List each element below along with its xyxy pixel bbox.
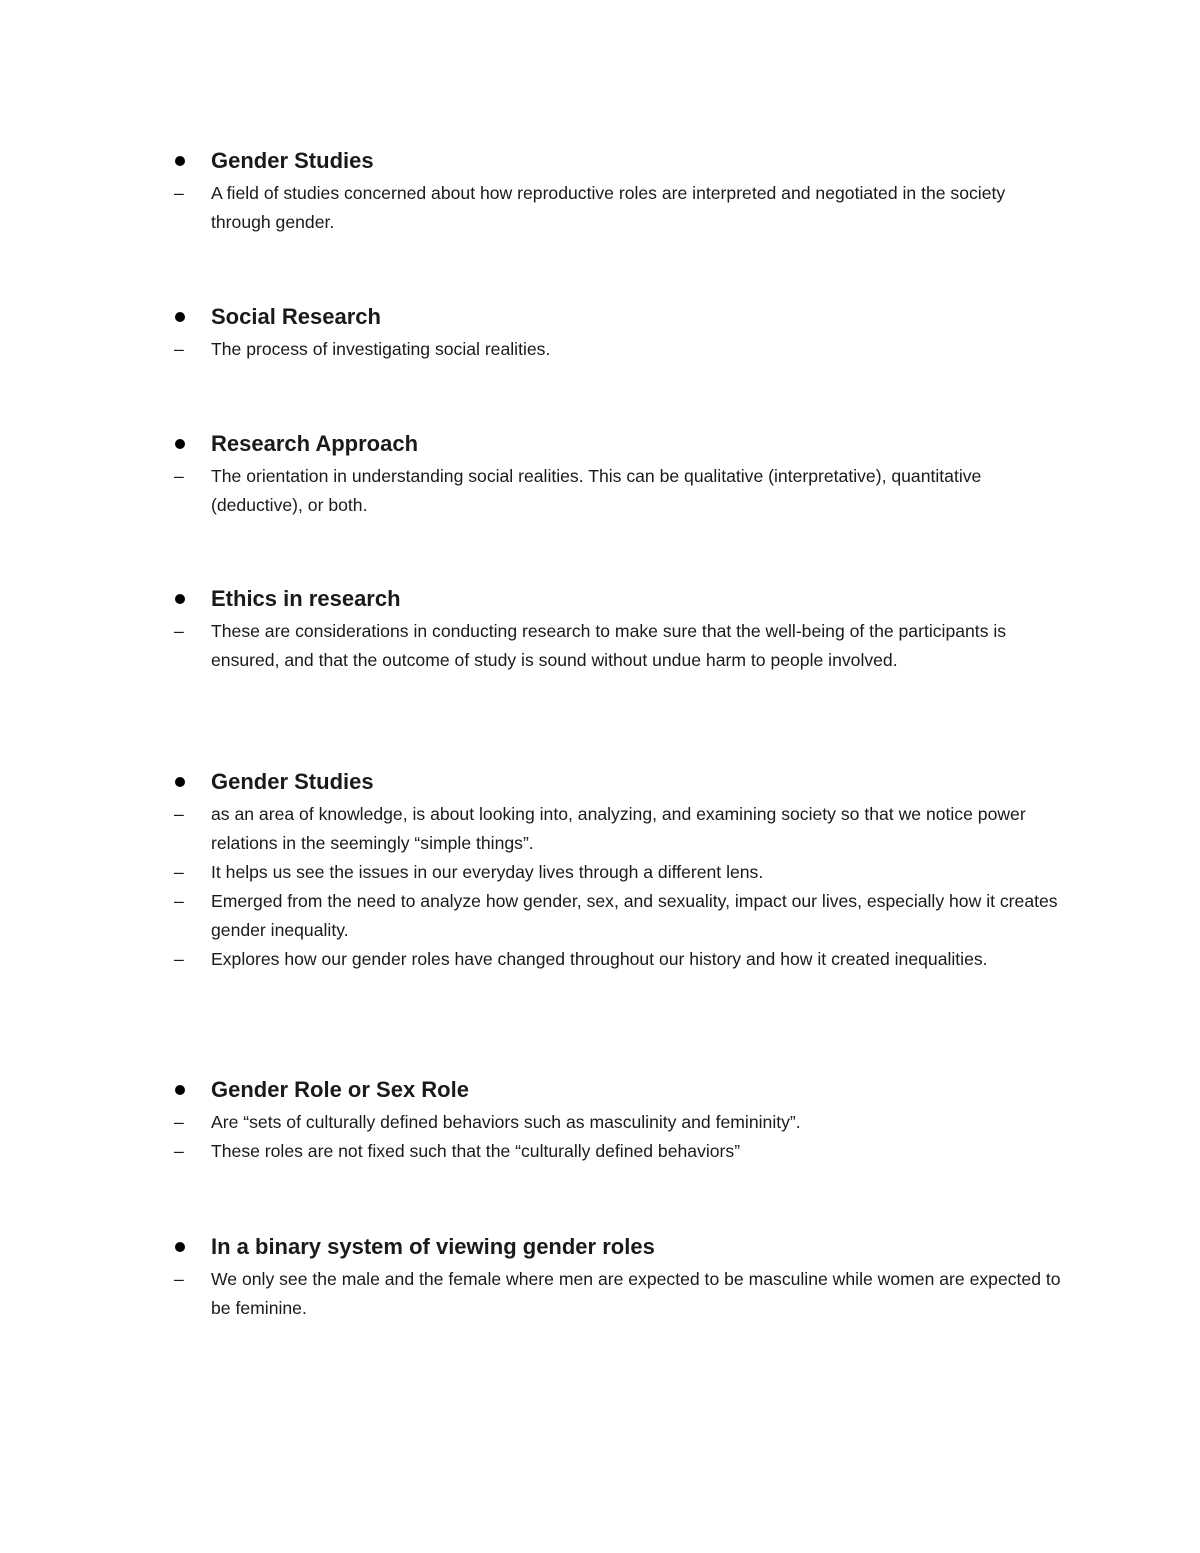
bullet-icon [175, 1085, 185, 1095]
dash-icon: – [174, 1269, 184, 1289]
bullet-icon [175, 777, 185, 787]
item-text: Are “sets of culturally defined behaviors such as masculinity and femininity”. [211, 1112, 801, 1132]
item-list [0, 1108, 1200, 1166]
heading-row [0, 1232, 1200, 1262]
list-item [0, 800, 1061, 858]
dash-icon: – [174, 183, 184, 203]
section-heading: Gender Studies [211, 769, 374, 794]
item-text: These roles are not fixed such that the “culturally defined behaviors” [211, 1141, 741, 1161]
section-research-approach [0, 429, 1200, 520]
item-text: Emerged from the need to analyze how gender, sex, and sexuality, impact our lives, especially how it creates gender inequality. [211, 891, 1058, 940]
list-item [0, 462, 1061, 520]
dash-icon: – [174, 621, 184, 641]
list-item [0, 617, 1061, 675]
item-text: Explores how our gender roles have changed throughout our history and how it created inequalities. [211, 949, 988, 969]
dash-icon: – [174, 949, 184, 969]
item-list [0, 1265, 1200, 1323]
list-item [0, 858, 1061, 887]
section-heading: Ethics in research [211, 586, 401, 611]
item-text: A field of studies concerned about how reproductive roles are interpreted and negotiated in the society through gender. [211, 183, 1006, 232]
section-heading: Gender Studies [211, 148, 374, 173]
bullet-icon [175, 1242, 185, 1252]
item-list [0, 462, 1200, 520]
list-item [0, 179, 1061, 237]
section-heading: Gender Role or Sex Role [211, 1077, 469, 1102]
list-item [0, 335, 1061, 364]
list-item [0, 1137, 1061, 1166]
list-item [0, 1265, 1061, 1323]
bullet-icon [175, 156, 185, 166]
dash-icon: – [174, 804, 184, 824]
dash-icon: – [174, 891, 184, 911]
item-list [0, 800, 1200, 974]
item-list [0, 617, 1200, 675]
dash-icon: – [174, 862, 184, 882]
item-text: It helps us see the issues in our everyday lives through a different lens. [211, 862, 764, 882]
dash-icon: – [174, 1141, 184, 1161]
section-gender-role [0, 1075, 1200, 1166]
section-binary-system [0, 1232, 1200, 1323]
heading-row [0, 1075, 1200, 1105]
heading-row [0, 584, 1200, 614]
item-text: The process of investigating social realities. [211, 339, 551, 359]
list-item [0, 887, 1061, 945]
dash-icon: – [174, 466, 184, 486]
item-text: We only see the male and the female where men are expected to be masculine while women are expected to be feminine. [211, 1269, 1061, 1318]
item-list [0, 179, 1200, 237]
section-ethics-in-research [0, 584, 1200, 675]
item-text: The orientation in understanding social realities. This can be qualitative (interpretative), quantitative (deductive), or both. [211, 466, 982, 515]
heading-row [0, 146, 1200, 176]
heading-row [0, 429, 1200, 459]
bullet-icon [175, 312, 185, 322]
section-gender-studies [0, 146, 1200, 237]
section-heading: Research Approach [211, 431, 419, 456]
heading-row [0, 302, 1200, 332]
section-heading: In a binary system of viewing gender roles [211, 1234, 655, 1259]
list-item [0, 1108, 1061, 1137]
item-text: These are considerations in conducting research to make sure that the well-being of the participants is ensured, and that the outcome of study is sound without undue harm to people involved. [211, 621, 1007, 670]
item-list [0, 335, 1200, 364]
heading-row [0, 767, 1200, 797]
dash-icon: – [174, 339, 184, 359]
section-gender-studies-2 [0, 767, 1200, 974]
section-heading: Social Research [211, 304, 381, 329]
item-text: as an area of knowledge, is about looking into, analyzing, and examining society so that we notice power relations in the seemingly “simple things”. [211, 804, 1026, 853]
list-item [0, 945, 1061, 974]
section-social-research [0, 302, 1200, 364]
dash-icon: – [174, 1112, 184, 1132]
bullet-icon [175, 439, 185, 449]
bullet-icon [175, 594, 185, 604]
